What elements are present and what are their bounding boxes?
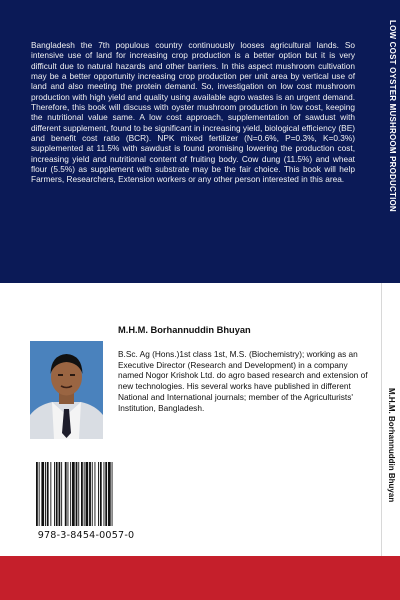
barcode-bar <box>95 462 96 526</box>
spine-divider <box>381 283 382 556</box>
barcode-bar <box>39 462 40 526</box>
isbn-number: 978-3-8454-0057-0 <box>37 530 135 541</box>
barcode-bar <box>65 462 67 526</box>
barcode-bar <box>61 462 62 526</box>
barcode-bar <box>112 462 113 526</box>
author-photo <box>30 341 103 439</box>
barcode-bar <box>92 462 93 526</box>
barcode-bar <box>108 462 111 526</box>
barcode-bar <box>81 462 83 526</box>
isbn-barcode <box>30 458 142 544</box>
barcode-bar <box>56 462 58 526</box>
barcode-bar <box>76 462 78 526</box>
barcode-bar <box>41 462 44 526</box>
barcode-bar <box>50 462 51 526</box>
barcode-bar <box>98 462 99 526</box>
barcode-bar <box>100 462 102 526</box>
barcode-bar <box>84 462 85 526</box>
barcode-bar <box>47 462 49 526</box>
spine-title: LOW COST OYSTER MUSHROOM PRODUCTION <box>388 20 397 212</box>
barcode-bar <box>72 462 75 526</box>
barcode-bar <box>104 462 105 526</box>
barcode-bar <box>54 462 55 526</box>
barcode-bar <box>59 462 61 526</box>
bottom-color-band <box>0 556 400 600</box>
barcode-bar <box>78 462 79 526</box>
barcode-bar <box>86 462 89 526</box>
barcode-bar <box>70 462 71 526</box>
spine-author: M.H.M. Borhannuddin Bhuyan <box>387 388 396 503</box>
barcode-bar <box>105 462 107 526</box>
barcode-bar <box>36 462 38 526</box>
barcode-bar <box>89 462 91 526</box>
barcode-icon <box>34 462 138 526</box>
book-blurb: Bangladesh the 7th populous country continuously looses agricultural lands. So intensive use of land for increasing crop production is a better option but it is very difficult due to natural hazards and other barriers. In this aspect mushroom cultivation may be a better opportunity increasing crop production per unit area by vertical use of land and also meeting the protein demand. So, investigation on low cost mushroom production with high yield and quality using available agro wastes is an urgent demand. Therefore, this book will discuss with oyster mushroom production in low cost, keeping the nutritional value same. A low cost approach, supplementation of sawdust with different supplement, found to be significant in increasing yield, biological efficiency (BE) and benefit cost ratio (BCR). NPK mixed fertilizer (N=0.6%, P=0.3%, K=0.3%) supplemented at 11.5% with sawdust is found promising lowering the production cost, increasing yield and nutritional content of fruiting body. Cow dung (11.5%) and wheat flour (5.5%) as supplement with substrate may be the fair choice. This book will help Farmers, Researchers, Extension workers or any other person interested in this area. <box>31 40 355 185</box>
barcode-bar <box>68 462 69 526</box>
barcode-bar <box>45 462 46 526</box>
author-bio: B.Sc. Ag (Hons.)1st class 1st, M.S. (Biochemistry); working as an Executive Director (Research and Development) in a company named Nogor Krishok Ltd. do agro based research and extension of new technologies. His several works have published in different National and International journals; member of the Agriculturists' Institution, Bangladesh. <box>118 349 368 413</box>
author-portrait-icon <box>30 341 103 439</box>
author-name: M.H.M. Borhannuddin Bhuyan <box>118 325 251 335</box>
blurb-panel <box>0 0 400 283</box>
